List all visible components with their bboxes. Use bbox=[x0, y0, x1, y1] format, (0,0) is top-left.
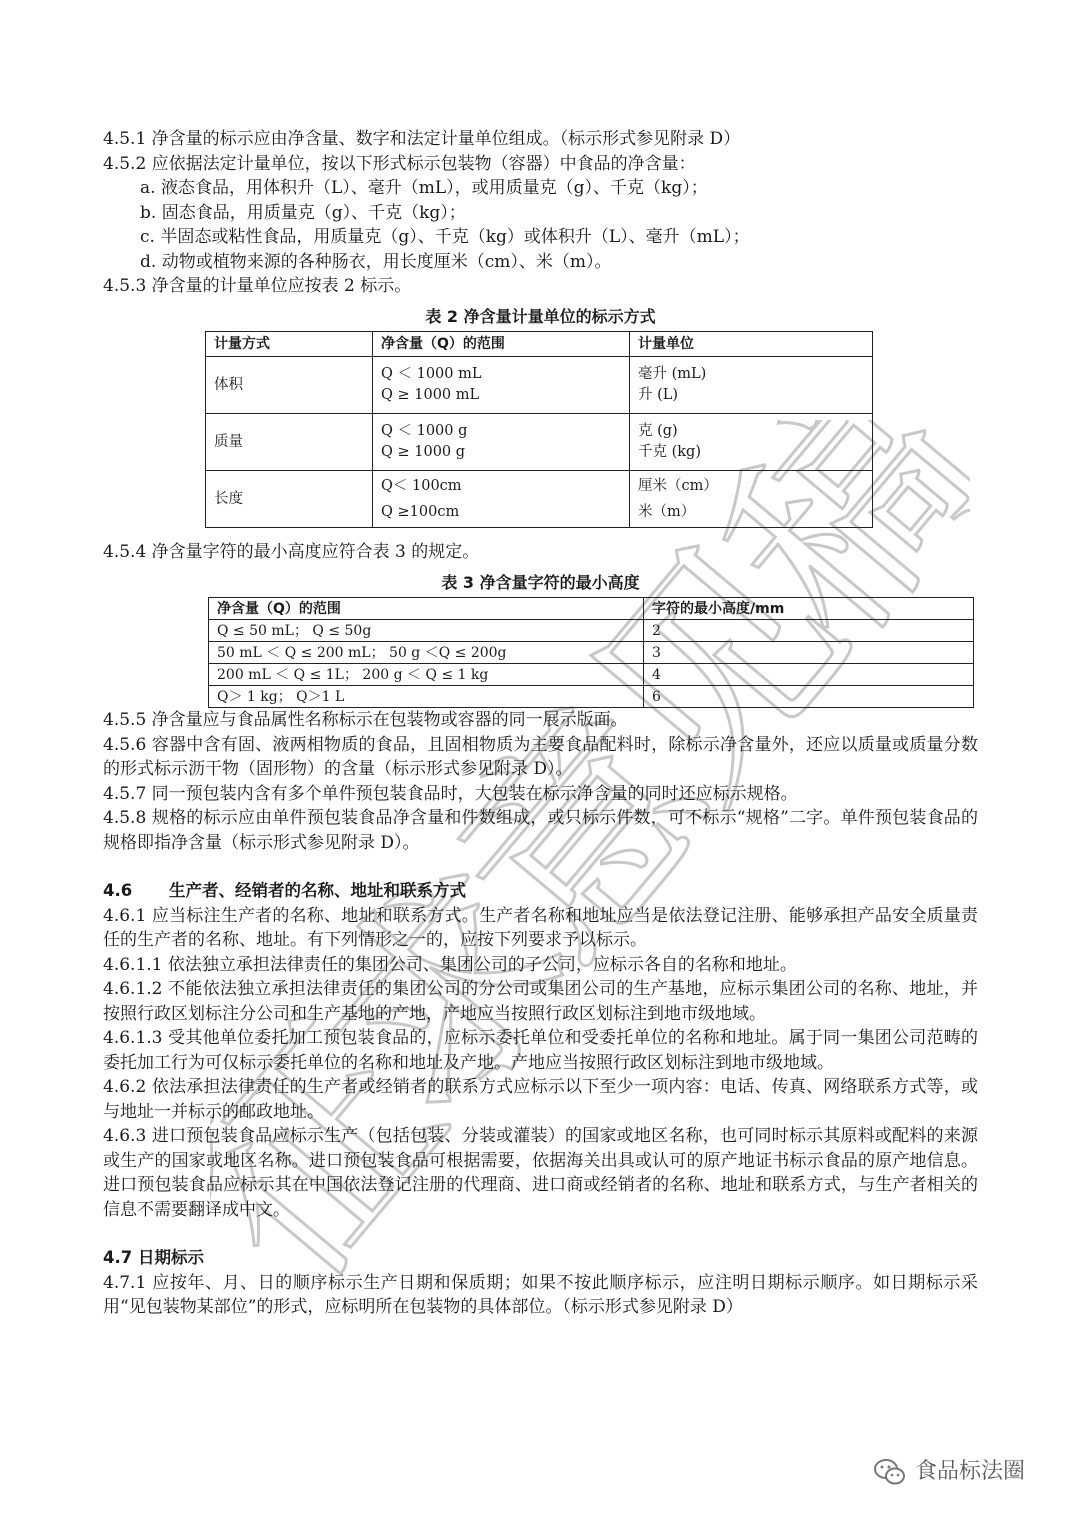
table3-height: 6 bbox=[644, 686, 974, 708]
table2-unit bbox=[630, 471, 873, 528]
table3-header: 字符的最小高度/mm bbox=[644, 598, 974, 620]
table3 bbox=[208, 597, 974, 708]
table2-header: 净含量（Q）的范围 bbox=[373, 332, 630, 357]
section-number: 4.6 bbox=[103, 881, 133, 900]
unit-line: 千克 (kg) bbox=[638, 444, 701, 460]
range-line: Q ＜ 1000 mL bbox=[381, 366, 482, 382]
clause-4-6-1-2: 4.6.1.2 不能依法独立承担法律责任的集团公司的分公司或集团公司的生产基地，应标示集团公司的名称、地址，并按照行政区划标注分公司和生产基地的产地，产地应当按照行政区划标注到地市级地域。 bbox=[103, 979, 978, 1024]
table2-range bbox=[373, 414, 630, 471]
clause-4-5-2-item-b: b. 固态食品，用质量克（g）、千克（kg）； bbox=[140, 202, 466, 223]
table3-header-row bbox=[209, 598, 974, 620]
unit-line: 厘米（cm） bbox=[638, 477, 718, 494]
clause-4-5-7: 4.5.7 同一预包装内含有多个单件预包装食品时，大包装在标示净含量的同时还应标示规格。 bbox=[103, 783, 798, 804]
section-title: 生产者、经销者的名称、地址和联系方式 bbox=[169, 881, 466, 900]
table3-range: Q＞ 1 kg； Q＞1 L bbox=[209, 686, 644, 708]
table2-method: 体积 bbox=[206, 357, 373, 414]
table-row bbox=[206, 414, 873, 471]
range-line: Q ≥ 1000 mL bbox=[381, 387, 480, 403]
table3-range: 200 mL ＜ Q ≤ 1L； 200 g ＜ Q ≤ 1 kg bbox=[209, 664, 644, 686]
unit-line: 毫升 (mL) bbox=[638, 366, 707, 382]
clause-4-6-2: 4.6.2 依法承担法律责任的生产者或经销者的联系方式应标示以下至少一项内容：电话、传真、网络联系方式等，或与地址一并标示的邮政地址。 bbox=[103, 1077, 978, 1122]
table2-unit bbox=[630, 357, 873, 414]
table2-range bbox=[373, 357, 630, 414]
clause-4-5-8: 4.5.8 规格的标示应由单件预包装食品净含量和件数组成，或只标示件数，可不标示“规格”二字。单件预包装食品的规格即指净含量（标示形式参见附录 D）。 bbox=[103, 808, 978, 853]
clause-4-7-1: 4.7.1 应按年、月、日的顺序标示生产日期和保质期；如果不按此顺序标示，应注明日期标示顺序。如日期标示采用“见包装物某部位”的形式，应标明所在包装物的具体部位。（标示形式参见附录 D） bbox=[103, 1272, 978, 1317]
table3-header: 净含量（Q）的范围 bbox=[209, 598, 644, 620]
table2-caption: 表 2 净含量计量单位的标示方式 bbox=[425, 306, 656, 326]
range-line: Q ≥ 1000 g bbox=[381, 444, 466, 460]
table-row bbox=[209, 642, 974, 664]
watermark-text: 征求意见稿 bbox=[210, 420, 970, 1280]
clause-4-5-6: 4.5.6 容器中含有固、液两相物质的食品，且固相物质为主要食品配料时，除标示净含量外，还应以质量或质量分数的形式标示沥干物（固形物）的含量（标示形式参见附录 D）。 bbox=[103, 734, 978, 779]
table-row bbox=[209, 664, 974, 686]
table2-header: 计量单位 bbox=[630, 332, 873, 357]
table2-method: 长度 bbox=[206, 471, 373, 528]
table2-header: 计量方式 bbox=[206, 332, 373, 357]
range-line: Q ≥100cm bbox=[381, 503, 460, 520]
clause-4-6-1-3: 4.6.1.3 受其他单位委托加工预包装食品的，应标示委托单位和受委托单位的名称和地址。属于同一集团公司范畴的委托加工行为可仅标示委托单位的名称和地址及产地。产地应当按照行政区划标注到地市级地域。 bbox=[103, 1028, 978, 1073]
wechat-icon bbox=[873, 1457, 907, 1487]
unit-line: 米（m） bbox=[638, 503, 696, 520]
table2-unit bbox=[630, 414, 873, 471]
clause-4-5-4: 4.5.4 净含量字符的最小高度应符合表 3 的规定。 bbox=[103, 542, 480, 562]
table-row bbox=[209, 620, 974, 642]
section-4-7-heading: 4.7 日期标示 bbox=[103, 1248, 204, 1267]
clause-4-6-3: 4.6.3 进口预包装食品应标示生产（包括包装、分装或灌装）的国家或地区名称，也可同时标示其原料或配料的来源或生产的国家或地区名称。进口预包装食品可根据需要，依据海关出具或认可的原产地证书标示食品的原产地信息。进口预包装食品应标示其在中国依法登记注册的代理商、进口商或经销者的名称、地址和联系方式，与生产者相关的信息不需要翻译成中文。 bbox=[103, 1126, 978, 1220]
clause-4-5-3: 4.5.3 净含量的计量单位应按表 2 标示。 bbox=[103, 276, 412, 296]
table3-height: 3 bbox=[644, 642, 974, 664]
clause-4-5-2: 4.5.2 应依据法定计量单位，按以下形式标示包装物（容器）中食品的净含量： bbox=[103, 153, 696, 174]
clause-4-6-1: 4.6.1 应当标注生产者的名称、地址和联系方式。生产者名称和地址应当是依法登记注册、能够承担产品安全质量责任的生产者的名称、地址。有下列情形之一的，应按下列要求予以标示。 bbox=[103, 905, 978, 950]
section-4-6-heading bbox=[103, 879, 978, 904]
range-line: Q ＜ 1000 g bbox=[381, 423, 468, 439]
table-row bbox=[206, 357, 873, 414]
table-row bbox=[209, 686, 974, 708]
table-row bbox=[206, 471, 873, 528]
clause-4-5-1: 4.5.1 净含量的标示应由净含量、数字和法定计量单位组成。（标示形式参见附录 D） bbox=[103, 129, 741, 149]
range-line: Q＜ 100cm bbox=[381, 477, 462, 494]
footer-brand bbox=[873, 1454, 1025, 1490]
table3-range: Q ≤ 50 mL； Q ≤ 50g bbox=[209, 620, 644, 642]
clause-4-5-2-item-c: c. 半固态或粘性食品，用质量克（g）、千克（kg）或体积升（L）、毫升（mL）； bbox=[140, 227, 750, 247]
clause-4-5-2-item-d: d. 动物或植物来源的各种肠衣，用长度厘米（cm）、米（m）。 bbox=[140, 251, 612, 272]
table3-height: 4 bbox=[644, 664, 974, 686]
clause-4-6-1-1: 4.6.1.1 依法独立承担法律责任的集团公司、集团公司的子公司，应标示各自的名称和地址。 bbox=[103, 954, 797, 975]
table2-header-row bbox=[206, 332, 873, 357]
table3-height: 2 bbox=[644, 620, 974, 642]
table2 bbox=[205, 331, 873, 528]
clause-4-5-2-item-a: a. 液态食品，用体积升（L）、毫升（mL），或用质量克（g）、千克（kg）； bbox=[140, 178, 708, 198]
unit-line: 升 (L) bbox=[638, 387, 679, 403]
table3-caption: 表 3 净含量字符的最小高度 bbox=[441, 572, 640, 592]
table2-range bbox=[373, 471, 630, 528]
document-body bbox=[103, 127, 978, 1320]
table2-method: 质量 bbox=[206, 414, 373, 471]
table3-range: 50 mL ＜ Q ≤ 200 mL； 50 g ＜Q ≤ 200g bbox=[209, 642, 644, 664]
unit-line: 克 (g) bbox=[638, 423, 678, 439]
brand-name: 食品标法圈 bbox=[915, 1458, 1026, 1484]
clause-4-5-5: 4.5.5 净含量应与食品属性名称标示在包装物或容器的同一展示版面。 bbox=[103, 710, 628, 730]
